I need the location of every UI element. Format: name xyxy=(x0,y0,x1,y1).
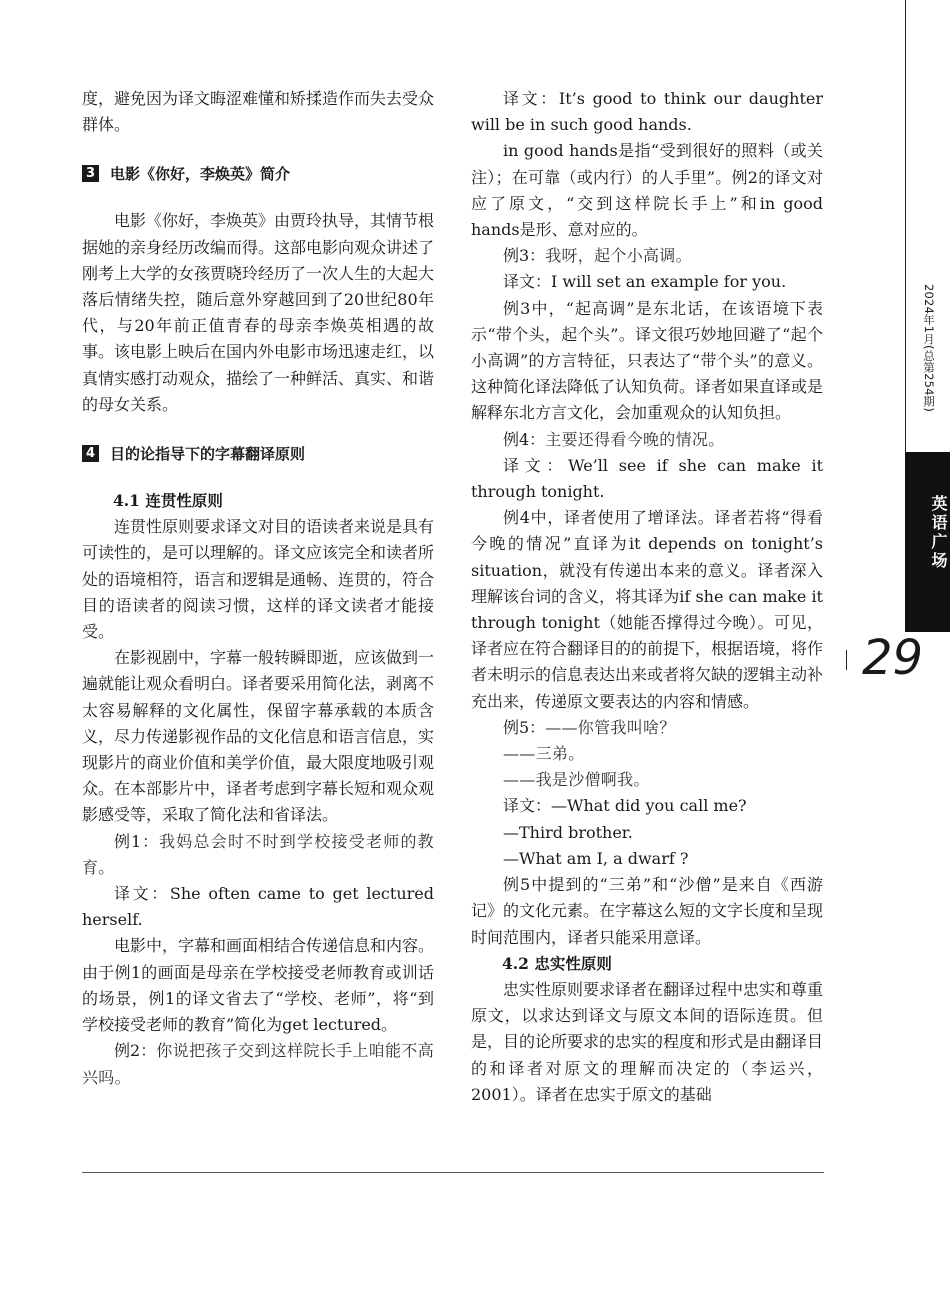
section-tab-label: 英语广场 xyxy=(929,495,948,571)
paragraph: 例5中提到的“三弟”和“沙僧”是来自《西游记》的文化元素。在字幕这么短的文字长度和呈现时间范围内，译者只能采用意译。 xyxy=(471,875,824,947)
example-label: 例3： xyxy=(503,246,546,266)
section-title: 目的论指导下的字幕翻译原则 xyxy=(110,444,306,463)
translation-text: She often came to get lectured herself. xyxy=(82,884,434,930)
example-text: 主要还得看今晚的情况。 xyxy=(545,429,725,449)
bottom-rule xyxy=(82,1172,824,1173)
translation-5 xyxy=(471,793,823,819)
paragraph: 电影中，字幕和画面相结合传递信息和内容。由于例1的画面是母亲在学校接受老师教育或训话的场景，例1的译文省去了“学校、老师”，将“到学校接受老师的教育”简化为get lectured。 xyxy=(82,936,435,1035)
example-line: ——三弟。 xyxy=(503,744,585,764)
paragraph-film-intro: 电影《你好，李焕英》由贾玲执导，其情节根据她的亲身经历改编而得。这部电影向观众讲述了刚考上大学的女孩贾晓玲经历了一次人生的大起大落后情绪失控，随后意外穿越回到了20世纪80年代，与20年前正值青春的母亲李焕英相遇的故事。该电影上映后在国内外电影市场迅速走红，以真情实感打动观众，描绘了一种鲜活、真实、和谐的母女关系。 xyxy=(82,211,435,414)
translation-2 xyxy=(471,86,823,138)
translation-text: I will set an example for you. xyxy=(551,272,787,292)
paragraph: 忠实性原则要求译者在翻译过程中忠实和尊重原文，以求达到译文与原文本间的语际连贯。但是，目的论所要求的忠实的程度和形式是由翻译目的和译者对原文的理解而决定的（李运兴，2001）。译者在忠实于原文的基础 xyxy=(471,979,824,1104)
example-text: 我妈总会时不时到学校接受老师的教育。 xyxy=(82,831,434,877)
section-3-heading xyxy=(82,160,434,186)
issue-label: 2024年1月(总第254期) xyxy=(922,284,936,413)
example-text: ——你管我叫啥？ xyxy=(545,717,676,737)
example-4 xyxy=(471,427,823,453)
example-label: 例2： xyxy=(114,1041,157,1061)
paragraph-continuation: 度，避免因为译文晦涩难懂和矫揉造作而失去受众群体。 xyxy=(82,89,435,135)
example-1 xyxy=(82,829,434,881)
translation-1 xyxy=(82,881,434,933)
page-number: 29 xyxy=(862,630,924,686)
translation-text: It’s good to think our daughter will be in such good hands. xyxy=(471,89,823,135)
paragraph: 在影视剧中，字幕一般转瞬即逝，应该做到一遍就能让观众看明白。译者要采用简化法，剥离不太容易解释的文化属性，保留字幕承载的本质含义，尽力传递影视作品的文化信息和语言信息，实现影片的商业价值和美学价值，最大限度地吸引观众。在本部影片中，译者考虑到字幕长短和观众观影感受等，采取了简化法和省译法。 xyxy=(82,648,435,825)
section-4-heading xyxy=(82,440,434,466)
translation-label: 译文： xyxy=(114,884,170,904)
example-5 xyxy=(471,715,823,741)
subsection-heading: 4.1 连贯性原则 xyxy=(113,491,223,511)
left-column xyxy=(82,86,434,1091)
translation-label: 译文： xyxy=(503,272,552,292)
example-label: 例1： xyxy=(114,831,160,851)
section-title: 电影《你好，李焕英》简介 xyxy=(110,164,291,183)
paragraph: 例3中，“起高调”是东北话，在该语境下表示“带个头，起个头”。译文很巧妙地回避了“起个小高调”的方言特征，只表达了“带个头”的意义。这种简化译法降低了认知负荷。译者如果直译或是解释东北方言文化，会加重观众的认知负担。 xyxy=(471,298,824,423)
example-label: 例5： xyxy=(503,717,546,737)
right-column xyxy=(471,86,823,1108)
section-number-badge: 4 xyxy=(82,445,99,462)
translation-3 xyxy=(471,269,823,295)
example-text: 我呀，起个小高调。 xyxy=(545,246,692,266)
translation-label: 译文： xyxy=(503,455,569,475)
paragraph: in good hands是指“受到很好的照料（或关注）；在可靠（或内行）的人手里”。例2的译文对应了原文，“交到这样院长手上”和in good hands是形、意对应的。 xyxy=(471,141,823,240)
paragraph: 连贯性原则要求译文对目的语读者来说是具有可读性的，是可以理解的。译文应该完全和读者所处的语境相符，语言和逻辑是通畅、连贯的，符合目的语读者的阅读习惯，这样的译文读者才能接受。 xyxy=(82,517,435,642)
example-line: ——我是沙僧啊我。 xyxy=(503,770,650,790)
section-number-badge: 3 xyxy=(82,165,99,182)
example-label: 例4： xyxy=(503,429,546,449)
translation-4 xyxy=(471,453,823,505)
translation-line: —What am I, a dwarf ? xyxy=(503,848,689,868)
paragraph: 例4中，译者使用了增译法。译者若将“得看今晚的情况”直译为it depends on tonight’s situation，就没有传递出本来的意义。译者深入理解该台词的含义，将其译为if she can make it through tonight（她能否撑得过今晚）。可见，译者应在符合翻译目的的前提下，根据语境，将作者未明示的信息表达出来或者将欠缺的逻辑主动补充出来，传递原文要表达的内容和情感。 xyxy=(471,508,824,711)
example-text: 你说把孩子交到这样院长手上咱能不高兴吗。 xyxy=(82,1041,434,1087)
subsection-heading: 4.2 忠实性原则 xyxy=(502,953,612,973)
translation-text: —What did you call me? xyxy=(551,796,747,816)
sidebar-rule xyxy=(905,0,906,452)
translation-text: We’ll see if she can make it through tonight. xyxy=(471,455,824,502)
example-2 xyxy=(82,1038,434,1090)
example-3 xyxy=(471,243,823,269)
translation-label: 译文： xyxy=(503,796,552,816)
translation-label: 译文： xyxy=(503,89,559,108)
page-number-rule xyxy=(846,650,847,670)
translation-line: —Third brother. xyxy=(503,822,633,842)
